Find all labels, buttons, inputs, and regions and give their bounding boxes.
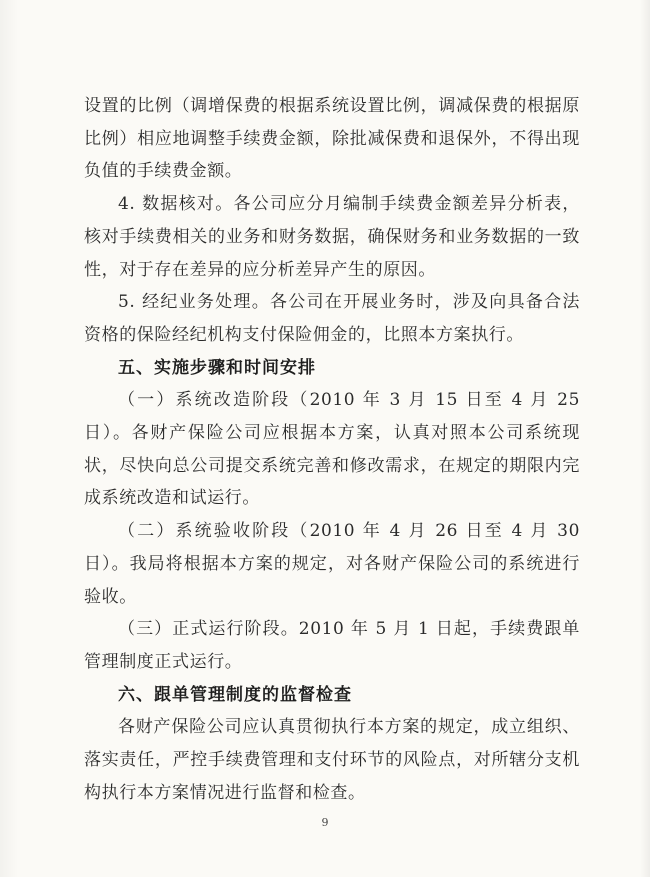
section-heading-supervision: 六、跟单管理制度的监督检查	[118, 684, 352, 705]
page-number: 9	[321, 816, 329, 829]
document-body	[84, 90, 580, 809]
paragraph-data-check: 4. 数据核对。各公司应分月编制手续费金额差异分析表，核对手续费相关的业务和财务数据，确保财务和业务数据的一致性，对于存在差异的应分析差异产生的原因。	[84, 194, 580, 280]
paragraph-supervision: 各财产保险公司应认真贯彻执行本方案的规定，成立组织、落实责任，严控手续费管理和支付环节的风险点，对所辖分支机构执行本方案情况进行监督和检查。	[84, 717, 580, 803]
section-heading-implementation: 五、实施步骤和时间安排	[118, 357, 316, 378]
paragraph-stage-one: （一）系统改造阶段（2010 年 3 月 15 日至 4 月 25 日）。各财产保险公司应根据本方案，认真对照本公司系统现状，尽快向总公司提交系统完善和修改需求，在规定的期限内完成系统改造和试运行。	[84, 390, 580, 509]
paragraph-brokerage-handling: 5. 经纪业务处理。各公司在开展业务时，涉及向具备合法资格的保险经纪机构支付保险佣金的，比照本方案执行。	[84, 292, 580, 345]
paragraph-fee-adjustment-continued: 设置的比例（调增保费的根据系统设置比例，调减保费的根据原比例）相应地调整手续费金额，除批减保费和退保外，不得出现负值的手续费金额。	[84, 96, 580, 182]
paragraph-stage-two: （二）系统验收阶段（2010 年 4 月 26 日至 4 月 30 日）。我局将根据本方案的规定，对各财产保险公司的系统进行验收。	[84, 521, 580, 607]
paragraph-stage-three: （三）正式运行阶段。2010 年 5 月 1 日起，手续费跟单管理制度正式运行。	[84, 619, 580, 672]
